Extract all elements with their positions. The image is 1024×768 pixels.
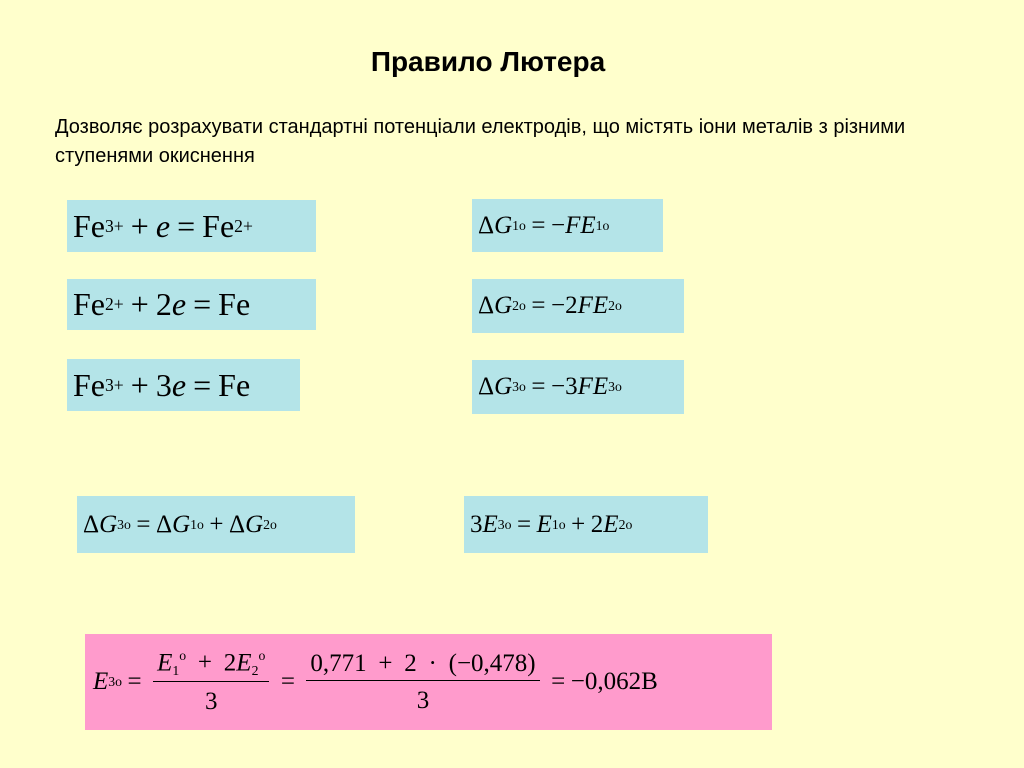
coefficient: 2: [590, 510, 604, 538]
index: 1: [512, 217, 520, 233]
index: 1: [172, 663, 180, 679]
electron-symbol: e: [171, 286, 187, 322]
equals-sign: =: [177, 207, 196, 244]
standard-mark: o: [115, 674, 123, 689]
standard-mark: o: [602, 217, 610, 233]
minus-sign: −: [551, 211, 566, 239]
fe-symbol: Fe: [218, 286, 251, 322]
index: 2: [512, 298, 520, 313]
plus-sign: +: [197, 649, 213, 677]
delta-symbol: Δ: [83, 510, 100, 538]
standard-mark: o: [504, 516, 512, 532]
faraday-symbol: F: [577, 292, 593, 319]
gibbs-symbol: G: [494, 211, 513, 239]
index: 2: [608, 298, 616, 313]
gibbs-eq-1: [472, 199, 663, 252]
fe-symbol: Fe: [73, 207, 105, 244]
fe-symbol: Fe: [73, 366, 105, 403]
denominator: 3: [204, 688, 218, 716]
gibbs-eq-2: [472, 279, 684, 333]
multiply-dot: ·: [428, 649, 437, 677]
delta-symbol: Δ: [229, 510, 246, 538]
gibbs-sum-eq: [77, 496, 355, 553]
equals-sign: =: [531, 211, 546, 239]
standard-mark: o: [519, 298, 526, 313]
delta-symbol: Δ: [156, 510, 173, 538]
denominator: 3: [416, 686, 430, 714]
equals-sign: =: [127, 668, 142, 695]
intro-text: Дозволяє розрахувати стандартні потенціали електродів, що містять іони металів з різними ступенями окиснення: [55, 116, 906, 167]
standard-potential-value: 0,771: [310, 649, 367, 677]
index: 2: [251, 663, 259, 679]
equals-sign: =: [193, 286, 212, 322]
coefficient: 3: [565, 373, 578, 400]
gibbs-symbol: G: [494, 292, 513, 319]
coefficient: 3: [155, 366, 172, 403]
plus-sign: +: [571, 510, 586, 538]
open-paren: (: [448, 649, 457, 677]
standard-mark: o: [615, 298, 622, 313]
plus-sign: +: [130, 366, 149, 403]
index: 1: [551, 516, 559, 532]
charge: 3+: [105, 215, 124, 236]
potential-symbol: E: [536, 510, 552, 538]
delta-symbol: Δ: [478, 211, 495, 239]
standard-mark: o: [615, 379, 622, 394]
equals-sign: =: [136, 510, 151, 538]
plus-sign: +: [378, 649, 393, 677]
equals-sign: =: [193, 366, 212, 403]
index: 2: [618, 516, 626, 532]
coefficient: 2: [223, 649, 237, 677]
reaction-fe3-to-fe: [67, 359, 300, 411]
equals-sign: =: [531, 292, 546, 319]
standard-mark: o: [270, 516, 277, 532]
fe-symbol: Fe: [218, 366, 251, 403]
minus-sign: −: [570, 668, 585, 695]
page-title: Правило Лютера: [370, 46, 606, 77]
potential-symbol: E: [236, 649, 252, 677]
fraction-symbolic: [153, 648, 269, 716]
gibbs-symbol: G: [172, 510, 191, 538]
charge: 2+: [234, 215, 253, 236]
result-formula: [85, 634, 772, 730]
standard-mark: o: [179, 647, 187, 663]
standard-potential-value: 0,478: [471, 649, 528, 677]
equals-sign: =: [517, 510, 532, 538]
index: 3: [512, 379, 520, 394]
equals-sign: =: [280, 668, 295, 695]
potential-symbol: E: [592, 373, 609, 400]
numerator: [306, 650, 539, 680]
delta-symbol: Δ: [478, 292, 495, 319]
standard-mark: o: [519, 217, 526, 233]
delta-symbol: Δ: [478, 373, 495, 400]
index: 3: [497, 516, 505, 532]
standard-mark: o: [124, 516, 131, 532]
potential-symbol: E: [482, 510, 498, 538]
electron-symbol: e: [155, 207, 171, 244]
minus-sign: −: [456, 649, 472, 677]
standard-mark: o: [197, 516, 204, 532]
gibbs-eq-3: [472, 360, 684, 414]
coefficient: 2: [565, 292, 578, 319]
potential-sum-eq: [464, 496, 708, 553]
index: 3: [108, 674, 116, 689]
plus-sign: +: [130, 207, 149, 244]
index: 3: [117, 516, 125, 532]
potential-symbol: E: [603, 510, 619, 538]
equals-sign: =: [551, 668, 566, 695]
minus-sign: −: [551, 292, 566, 319]
plus-sign: +: [209, 510, 224, 538]
minus-sign: −: [551, 373, 566, 400]
result-value: 0,062В: [584, 668, 658, 695]
standard-mark: o: [258, 647, 266, 663]
index: 1: [595, 217, 603, 233]
gibbs-symbol: G: [99, 510, 118, 538]
charge: 3+: [105, 374, 124, 395]
faraday-symbol: F: [577, 373, 593, 400]
coefficient: 2: [404, 649, 417, 677]
plus-sign: +: [130, 286, 149, 322]
potential-symbol: E: [157, 649, 173, 677]
fe-symbol: Fe: [202, 207, 235, 244]
standard-mark: o: [625, 516, 633, 532]
electron-symbol: e: [171, 366, 187, 403]
standard-mark: o: [558, 516, 566, 532]
equals-sign: =: [531, 373, 546, 400]
potential-symbol: E: [93, 668, 109, 695]
standard-mark: o: [519, 379, 526, 394]
index: 1: [190, 516, 198, 532]
potential-symbol: E: [580, 211, 596, 239]
fraction-numeric: [306, 650, 539, 715]
reaction-fe3-to-fe2: [67, 200, 316, 252]
fe-symbol: Fe: [73, 286, 105, 322]
gibbs-symbol: G: [494, 373, 513, 400]
coefficient: 2: [155, 286, 172, 322]
faraday-symbol: F: [565, 211, 581, 239]
close-paren: ): [527, 649, 536, 677]
reaction-fe2-to-fe: [67, 279, 316, 330]
potential-symbol: E: [592, 292, 609, 319]
numerator: [153, 648, 269, 681]
charge: 2+: [105, 294, 124, 314]
index: 2: [263, 516, 271, 532]
index: 3: [608, 379, 616, 394]
gibbs-symbol: G: [245, 510, 264, 538]
coefficient: 3: [470, 510, 483, 538]
